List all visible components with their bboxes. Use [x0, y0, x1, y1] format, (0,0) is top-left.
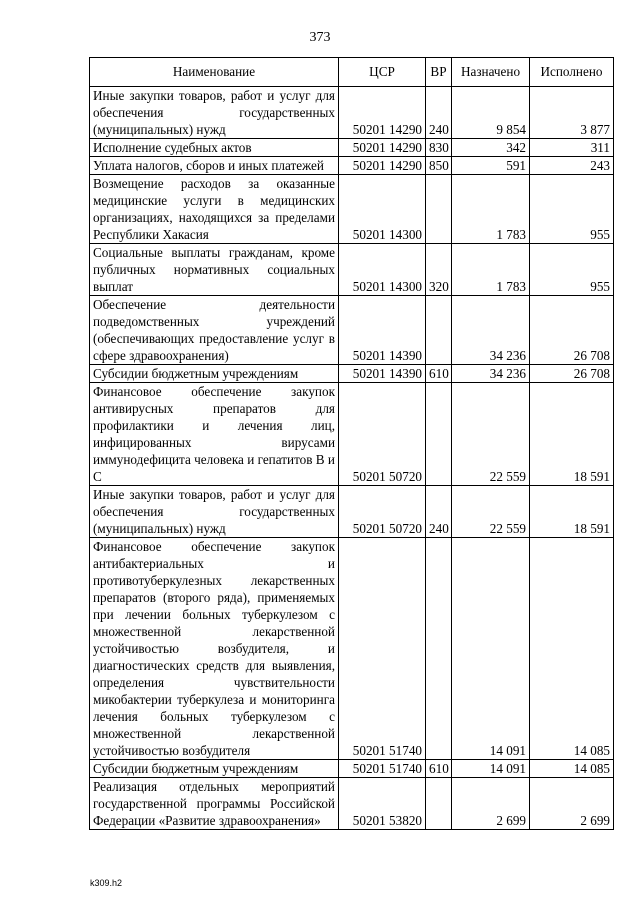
row-vr: 610 [426, 365, 452, 383]
header-assigned: Назначено [452, 58, 530, 87]
row-csr: 50201 51740 [339, 760, 426, 778]
row-csr: 50201 50720 [339, 486, 426, 538]
row-name: Исполнение судебных актов [90, 139, 339, 157]
table-row [90, 778, 614, 830]
table-row [90, 760, 614, 778]
row-csr: 50201 14290 [339, 157, 426, 175]
row-vr: 240 [426, 87, 452, 139]
row-assigned: 22 559 [452, 486, 530, 538]
row-vr: 850 [426, 157, 452, 175]
row-csr: 50201 14290 [339, 139, 426, 157]
row-assigned: 22 559 [452, 383, 530, 486]
table-row [90, 175, 614, 244]
table-row [90, 244, 614, 296]
row-csr: 50201 14300 [339, 244, 426, 296]
row-name: Иные закупки товаров, работ и услуг для обеспечения государственных (муниципальных) нужд [90, 486, 339, 538]
table-row [90, 383, 614, 486]
row-csr: 50201 50720 [339, 383, 426, 486]
row-name: Иные закупки товаров, работ и услуг для обеспечения государственных (муниципальных) нужд [90, 87, 339, 139]
row-assigned: 9 854 [452, 87, 530, 139]
row-executed: 311 [530, 139, 614, 157]
row-csr: 50201 14390 [339, 365, 426, 383]
row-assigned: 34 236 [452, 296, 530, 365]
row-csr: 50201 14290 [339, 87, 426, 139]
row-vr [426, 383, 452, 486]
table-row [90, 538, 614, 760]
row-executed: 2 699 [530, 778, 614, 830]
row-executed: 243 [530, 157, 614, 175]
table-row [90, 87, 614, 139]
row-csr: 50201 53820 [339, 778, 426, 830]
table-row [90, 157, 614, 175]
row-assigned: 14 091 [452, 760, 530, 778]
budget-table [89, 57, 614, 830]
header-name: Наименование [90, 58, 339, 87]
row-name: Обеспечение деятельности подведомственных учреждений (обеспечивающих предоставление услуг в сфере здравоохранения) [90, 296, 339, 365]
row-name: Финансовое обеспечение закупок антивирусных препаратов для профилактики и лечения лиц, инфицированных вирусами иммунодефицита человека и гепатитов В и С [90, 383, 339, 486]
row-name: Субсидии бюджетным учреждениям [90, 760, 339, 778]
row-vr [426, 538, 452, 760]
table-header-row [90, 58, 614, 87]
row-executed: 955 [530, 175, 614, 244]
page-number: 373 [309, 30, 331, 45]
row-vr: 240 [426, 486, 452, 538]
row-assigned: 591 [452, 157, 530, 175]
row-vr [426, 175, 452, 244]
row-executed: 18 591 [530, 383, 614, 486]
row-assigned: 2 699 [452, 778, 530, 830]
row-vr: 830 [426, 139, 452, 157]
table-row [90, 486, 614, 538]
row-csr: 50201 14390 [339, 296, 426, 365]
header-csr: ЦСР [339, 58, 426, 87]
row-vr [426, 778, 452, 830]
row-executed: 14 085 [530, 760, 614, 778]
row-executed: 26 708 [530, 296, 614, 365]
row-csr: 50201 51740 [339, 538, 426, 760]
row-assigned: 342 [452, 139, 530, 157]
row-name: Социальные выплаты гражданам, кроме публичных нормативных социальных выплат [90, 244, 339, 296]
row-assigned: 1 783 [452, 244, 530, 296]
footer-code: k309.h2 [90, 878, 123, 888]
row-executed: 18 591 [530, 486, 614, 538]
row-vr: 610 [426, 760, 452, 778]
table-row [90, 296, 614, 365]
row-name: Возмещение расходов за оказанные медицинские услуги в медицинских организациях, находящихся за пределами Республики Хакасия [90, 175, 339, 244]
table-row [90, 365, 614, 383]
table-row [90, 139, 614, 157]
row-vr: 320 [426, 244, 452, 296]
row-assigned: 34 236 [452, 365, 530, 383]
row-vr [426, 296, 452, 365]
header-vr: ВР [426, 58, 452, 87]
row-executed: 3 877 [530, 87, 614, 139]
row-name: Уплата налогов, сборов и иных платежей [90, 157, 339, 175]
header-executed: Исполнено [530, 58, 614, 87]
row-csr: 50201 14300 [339, 175, 426, 244]
row-executed: 26 708 [530, 365, 614, 383]
row-name: Реализация отдельных мероприятий государственной программы Российской Федерации «Развитие здравоохранения» [90, 778, 339, 830]
row-assigned: 1 783 [452, 175, 530, 244]
row-executed: 14 085 [530, 538, 614, 760]
row-executed: 955 [530, 244, 614, 296]
row-name: Финансовое обеспечение закупок антибактериальных и противотуберкулезных лекарственных препаратов (второго ряда), применяемых при лечении больных туберкулезом с множественной лекарственной устойчивостью возбудителя, и диагностических средств для выявления, определения чувствительности микобактерии туберкулеза и мониторинга лечения больных туберкулезом с множественной лекарственной устойчивостью возбудителя [90, 538, 339, 760]
row-assigned: 14 091 [452, 538, 530, 760]
row-name: Субсидии бюджетным учреждениям [90, 365, 339, 383]
